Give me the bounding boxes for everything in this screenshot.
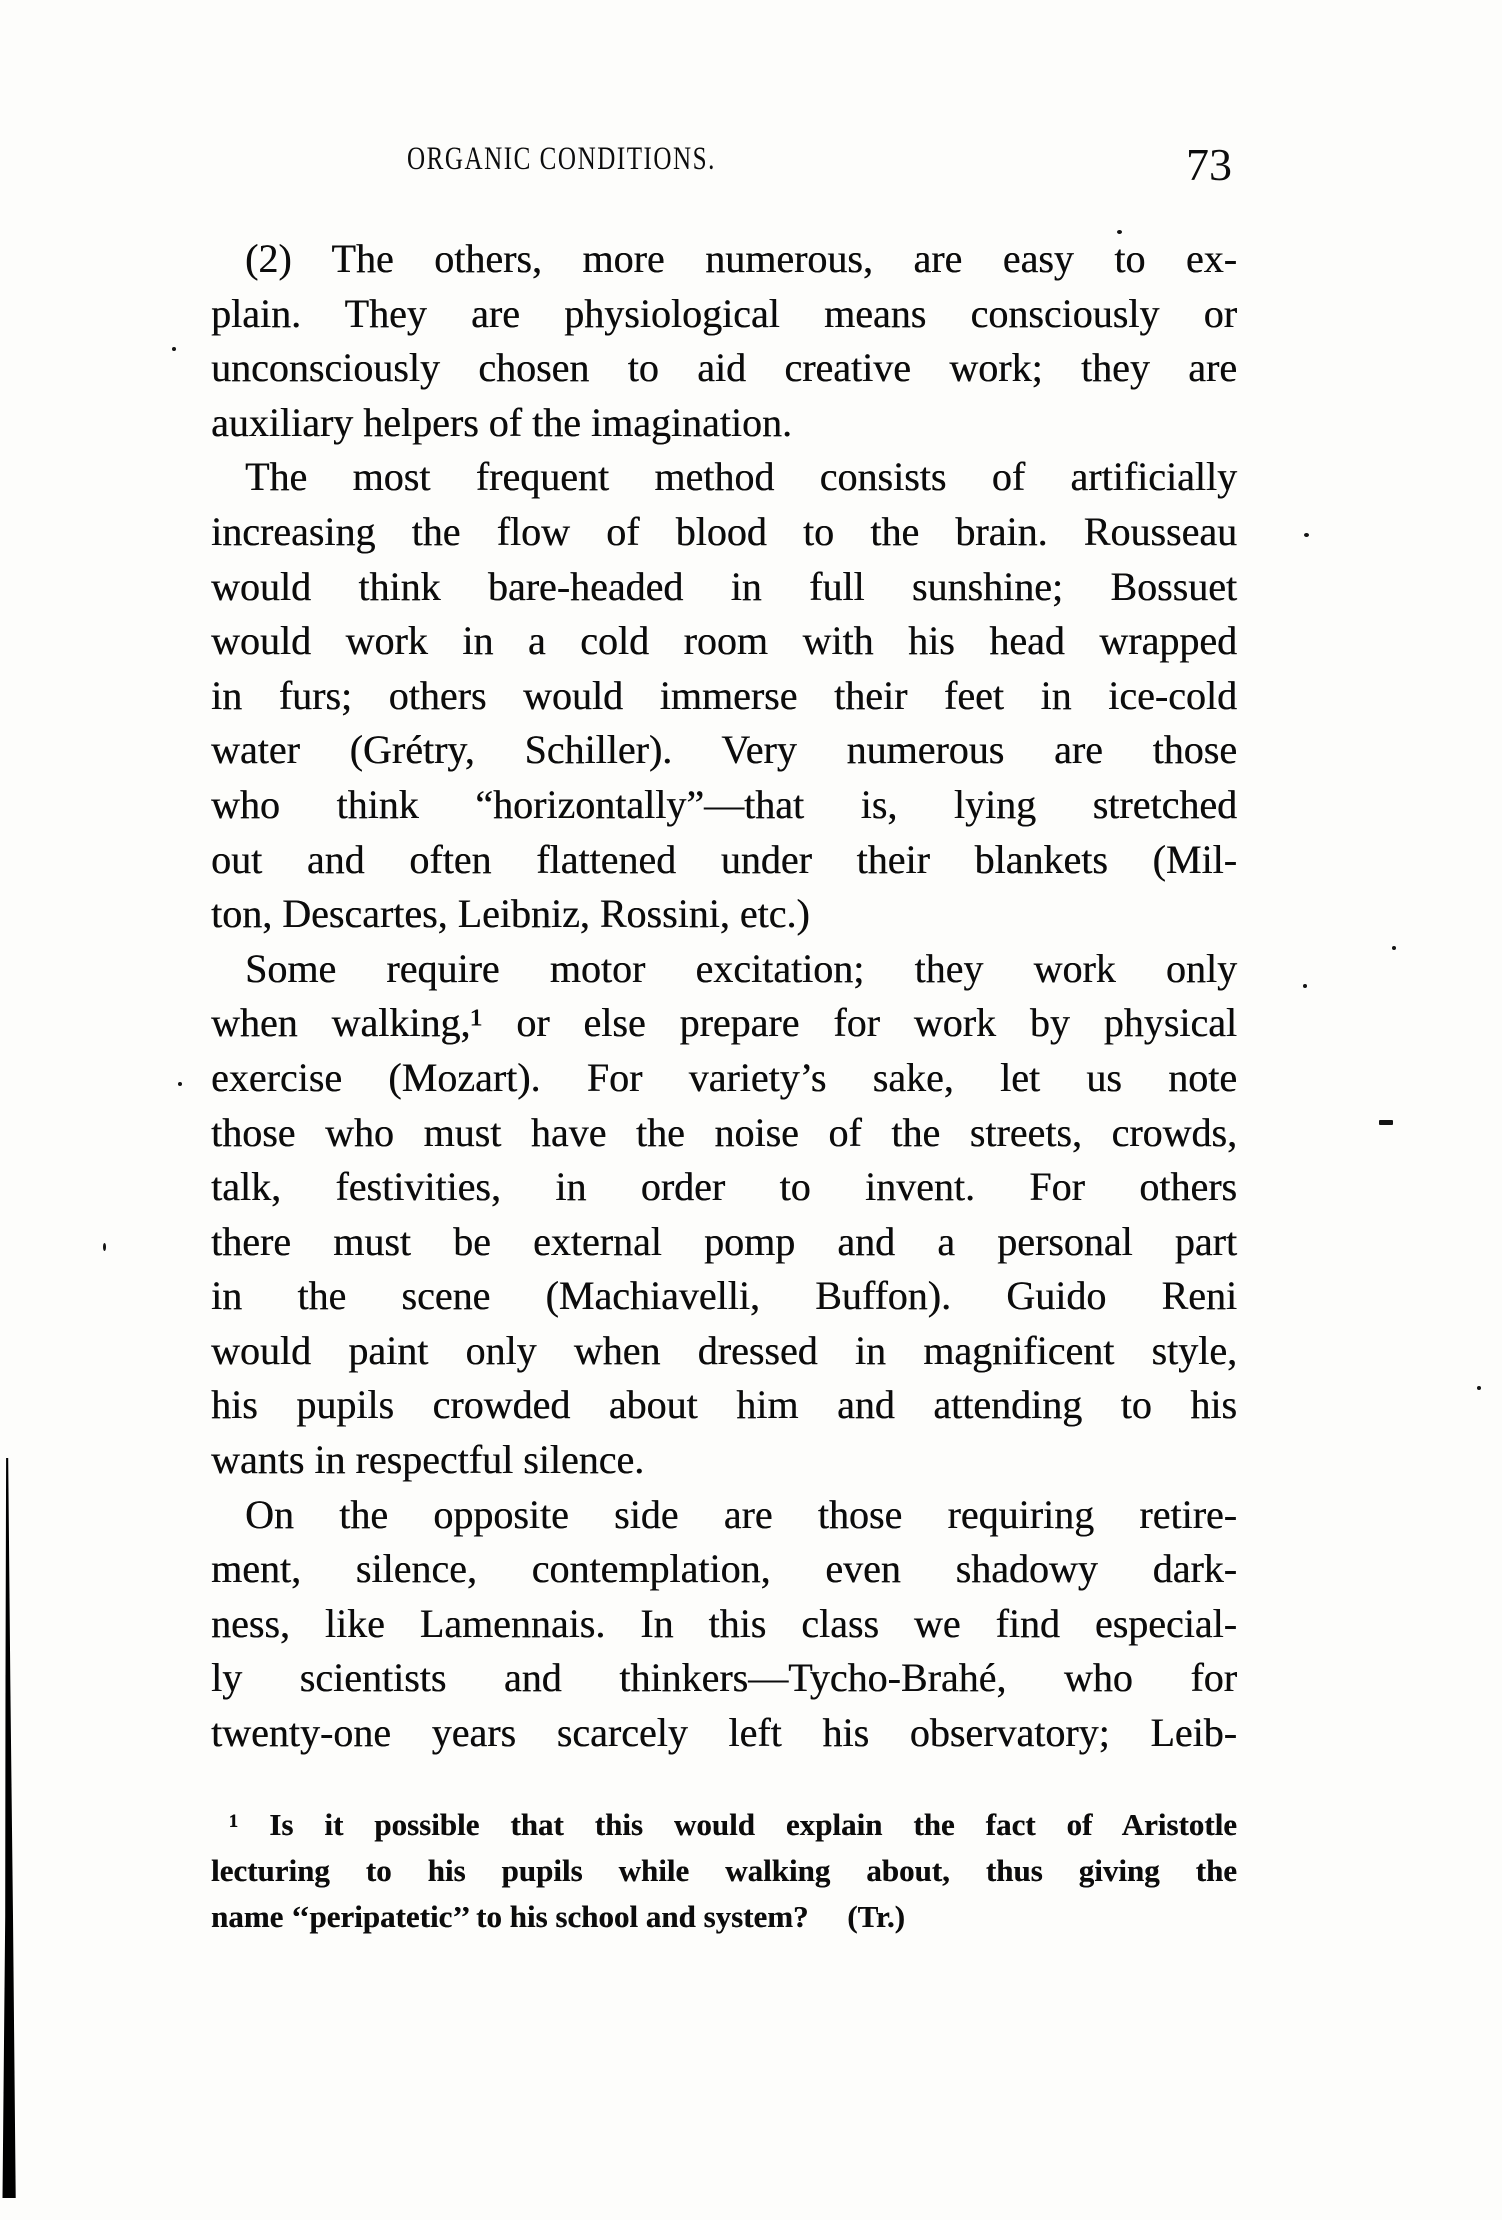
text-line: would paint only when dressed in magnificent style, (211, 1327, 1237, 1373)
text-line: in furs; others would immerse their feet in ice-cold (211, 672, 1237, 718)
footnote-line: lecturing to his pupils while walking about, thus giving the (211, 1853, 1237, 1888)
footnote-line: ¹ Is it possible that this would explain the fact of Aristotle (229, 1807, 1237, 1842)
text-line: when walking,¹ or else prepare for work by physical (211, 1000, 1237, 1046)
text-line: ment, silence, contemplation, even shadowy dark- (211, 1546, 1237, 1592)
scan-speck (103, 1243, 106, 1251)
text-line: unconsciously chosen to aid creative work; they are (211, 345, 1237, 391)
text-line: plain. They are physiological means consciously or (211, 290, 1237, 336)
scan-speck (1117, 230, 1122, 234)
text-line: in the scene (Machiavelli, Buffon). Guido Reni (211, 1273, 1237, 1319)
text-line: out and often flattened under their blankets (Mil- (211, 836, 1237, 882)
scan-speck (1303, 984, 1307, 988)
scan-speck (1304, 533, 1309, 537)
scan-speck (1477, 1386, 1481, 1390)
scan-speck-dash (1379, 1120, 1393, 1125)
text-line: his pupils crowded about him and attending to his (211, 1382, 1237, 1428)
text-line: wants in respectful silence. (211, 1437, 645, 1483)
footnote-line: name ‘‘peripatetic’’ to his school and system? (Tr.) (211, 1899, 905, 1934)
scan-speck (172, 347, 176, 351)
scan-artifact-streak (1, 1458, 16, 2198)
text-line: ly scientists and thinkers—Tycho-Brahé, who for (211, 1655, 1237, 1701)
text-line: increasing the flow of blood to the brain. Rousseau (211, 508, 1237, 554)
scan-speck (1392, 946, 1396, 950)
text-line: On the opposite side are those requiring retire- (245, 1491, 1237, 1537)
text-line: (2) The others, more numerous, are easy to ex- (245, 236, 1237, 281)
body-text-block (211, 232, 1237, 1761)
text-line: auxiliary helpers of the imagination. (211, 399, 792, 445)
text-line: would work in a cold room with his head wrapped (211, 618, 1237, 664)
text-line: would think bare-headed in full sunshine; Bossuet (211, 563, 1237, 609)
text-line: ness, like Lamennais. In this class we find especial- (211, 1600, 1237, 1646)
text-line: there must be external pomp and a personal part (211, 1218, 1237, 1264)
running-head: ORGANIC CONDITIONS. (407, 141, 716, 177)
text-line: exercise (Mozart). For variety’s sake, let us note (211, 1054, 1237, 1100)
text-line: talk, festivities, in order to invent. For others (211, 1164, 1237, 1210)
scan-speck (178, 1082, 182, 1086)
text-line: The most frequent method consists of artificially (245, 454, 1237, 500)
text-line: Some require motor excitation; they work only (245, 945, 1237, 991)
text-line: those who must have the noise of the streets, crowds, (211, 1109, 1237, 1155)
text-line: ton, Descartes, Leibniz, Rossini, etc.) (211, 891, 810, 937)
text-line: who think “horizontally”—that is, lying stretched (211, 781, 1237, 827)
text-line: water (Grétry, Schiller). Very numerous are those (211, 727, 1237, 773)
footnote-block (211, 1802, 1237, 1940)
text-line: twenty-one years scarcely left his observatory; Leib- (211, 1710, 1237, 1756)
page-number: 73 (1186, 139, 1232, 190)
